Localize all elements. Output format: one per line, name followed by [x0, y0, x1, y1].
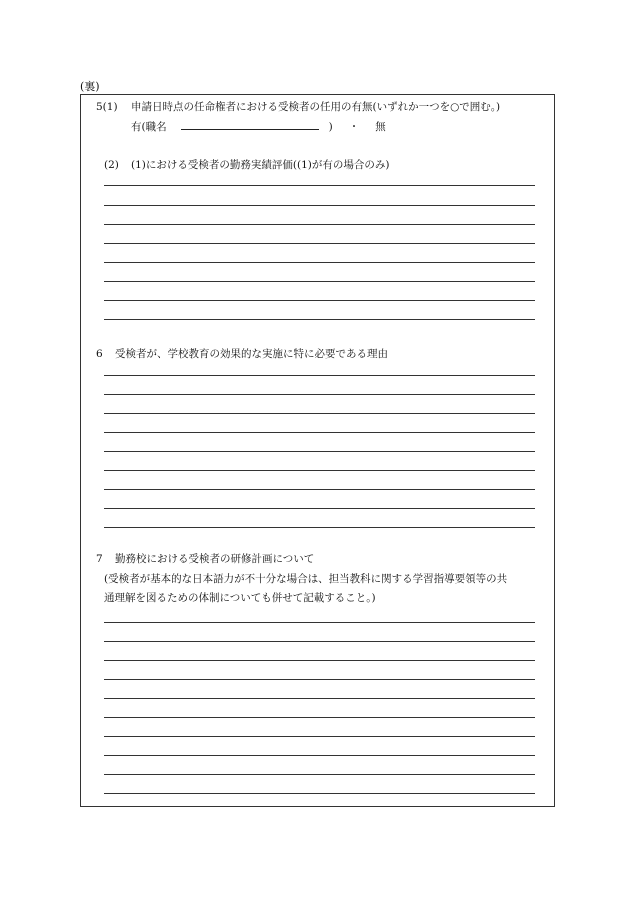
writing-line: [104, 319, 535, 320]
no-option[interactable]: 無: [375, 121, 386, 133]
item7-note-line1: (受検者が基本的な日本語力が不十分な場合は、担当教科に関する学習指導要領等の共: [104, 573, 508, 585]
writing-line: [104, 774, 535, 775]
writing-line: [104, 736, 535, 737]
page-side-label: (裏): [80, 80, 100, 93]
writing-line: [104, 185, 535, 186]
writing-line: [104, 262, 535, 263]
writing-line: [104, 717, 535, 718]
job-title-field[interactable]: [181, 118, 319, 130]
writing-line: [104, 527, 535, 528]
item7-number: 7: [96, 553, 103, 565]
writing-line: [104, 224, 535, 225]
yes-option[interactable]: 有(職名: [131, 121, 167, 133]
item7-text: 勤務校における受検者の研修計画について: [115, 553, 315, 565]
writing-line: [104, 489, 535, 490]
writing-line: [104, 394, 535, 395]
writing-line: [104, 243, 535, 244]
option-separator: ・: [348, 121, 360, 133]
writing-line: [104, 622, 535, 623]
writing-line: [104, 641, 535, 642]
item5-2-number: (2): [104, 159, 119, 171]
writing-line: [104, 660, 535, 661]
writing-line: [104, 432, 535, 433]
writing-line: [104, 375, 535, 376]
item6-number: 6: [96, 348, 103, 360]
writing-line: [104, 281, 535, 282]
item5-1-options: [131, 118, 386, 134]
writing-line: [104, 679, 535, 680]
writing-line: [104, 508, 535, 509]
writing-line: [104, 793, 535, 794]
writing-line: [104, 470, 535, 471]
writing-line: [104, 205, 535, 206]
writing-line: [104, 413, 535, 414]
writing-line: [104, 755, 535, 756]
item6-text: 受検者が、学校教育の効果的な実施に特に必要である理由: [115, 348, 388, 360]
item5-2-text: (1)における受検者の勤務実績評価((1)が有の場合のみ): [131, 159, 390, 171]
writing-line: [104, 300, 535, 301]
writing-line: [104, 451, 535, 452]
item7-note-line2: 通理解を図るための体制についても併せて記載すること。): [104, 592, 376, 604]
item5-1-text: 申請日時点の任命権者における受検者の任用の有無(いずれか一つを○で囲む。): [131, 101, 501, 113]
item5-1-number: 5(1): [96, 101, 118, 113]
yes-close-paren: ): [328, 121, 333, 133]
writing-line: [104, 698, 535, 699]
